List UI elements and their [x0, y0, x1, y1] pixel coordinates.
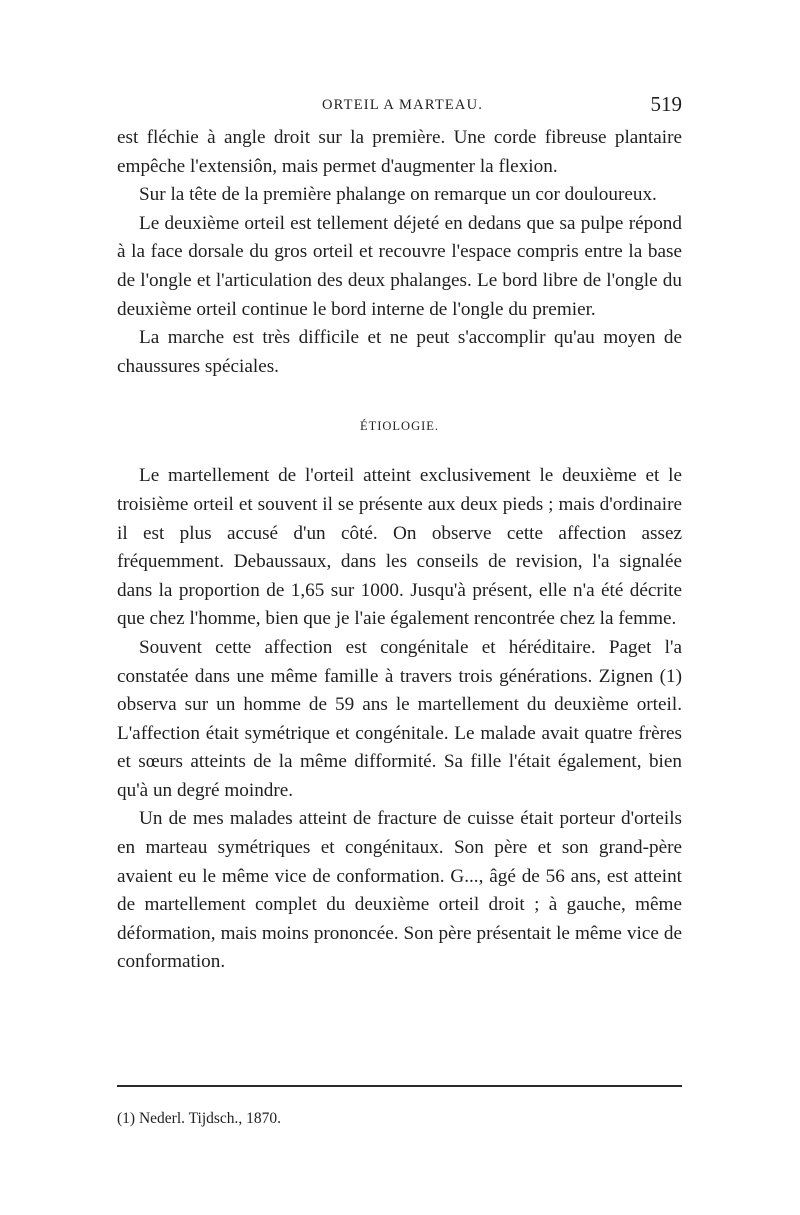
paragraph: Sur la tête de la première phalange on remarque un cor douloureux. [139, 184, 657, 206]
body-text [117, 124, 682, 977]
footnote: (1) Nederl. Tijdsch., 1870. [117, 1110, 282, 1127]
footnote-divider [117, 1085, 682, 1087]
book-page [117, 92, 682, 977]
paragraph: Le deuxième orteil est tellement déjeté en dedans que sa pulpe répond à la face dorsale du gros orteil et recouvre l'espace compris entre la base de l'ongle et l'articulation des deux phalanges. Le bord libre de l'ongle du deuxième orteil continue le bord interne de l'ongle du premier. [117, 212, 682, 320]
page-number: 519 [650, 92, 682, 116]
running-title: ORTEIL A MARTEAU. [322, 97, 484, 113]
paragraph: est fléchie à angle droit sur la première. Une corde fibreuse plantaire empêche l'extensiôn, mais permet d'augmenter la flexion. [117, 127, 682, 177]
running-header [117, 92, 682, 124]
paragraph: Le martellement de l'orteil atteint exclusivement le deuxième et le troisième orteil et souvent il se présente aux deux pieds ; mais d'ordinaire il est plus accusé d'un côté. On observe cette affection assez fréquemment. Debaussaux, dans les conseils de revision, l'a signalée dans la proportion de 1,65 sur 1000. Jusqu'à présent, elle n'a été décrite que chez l'homme, bien que je l'aie également rencontrée chez la femme. [117, 465, 682, 630]
section-heading: ÉTIOLOGIE. [359, 419, 440, 434]
paragraph: Un de mes malades atteint de fracture de cuisse était porteur d'orteils en marteau symétriques et congénitaux. Son père et son grand-père avaient eu le même vice de conformation. G..., âgé de 56 ans, est atteint de martellement complet du deuxième orteil droit ; à gauche, même déformation, mais moins prononcée. Son père présentait le même vice de conformation. [117, 808, 682, 973]
paragraph: La marche est très difficile et ne peut s'accomplir qu'au moyen de chaussures spéciales. [117, 327, 682, 377]
paragraph: Souvent cette affection est congénitale et héréditaire. Paget l'a constatée dans une même famille à travers trois générations. Zignen (1) observa sur un homme de 59 ans le martellement du deuxième orteil. L'affection était symétrique et congénitale. Le malade avait quatre frères et sœurs atteints de la même difformité. Sa fille l'était également, bien qu'à un degré moindre. [117, 636, 682, 801]
